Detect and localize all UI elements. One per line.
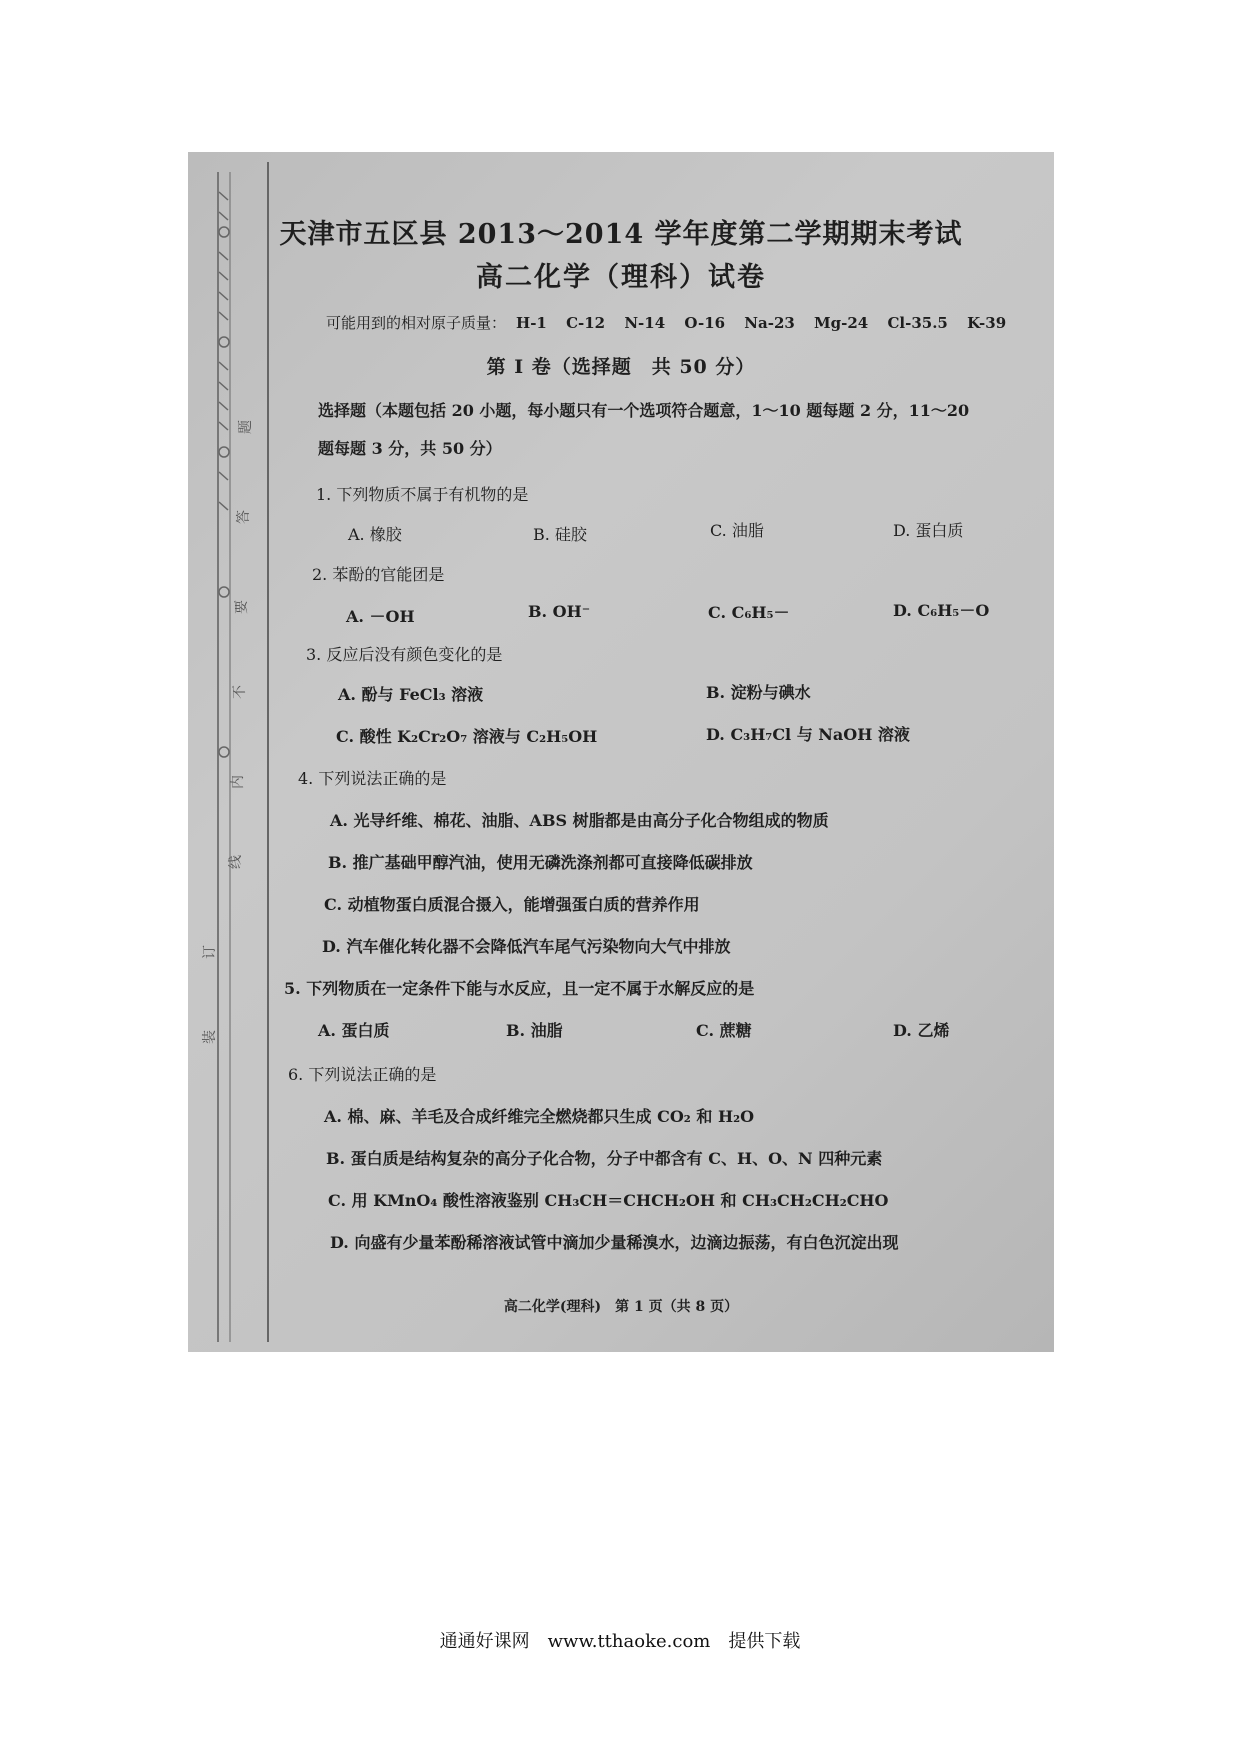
binding-char: 订: [202, 945, 218, 959]
question-stem: 3. 反应后没有颜色变化的是: [306, 645, 503, 664]
option: B. 淀粉与碘水: [706, 683, 811, 702]
option: A. 酚与 FeCl₃ 溶液: [338, 685, 484, 704]
option: A. －OH: [346, 607, 415, 626]
instructions-line-2: 题每题 3 分，共 50 分）: [318, 439, 502, 458]
site-credit-footer: 通通好课网 www.tthaoke.com 提供下载: [439, 1631, 801, 1652]
option: B. 推广基础甲醇汽油，使用无磷洗涤剂都可直接降低碳排放: [328, 853, 753, 872]
option: D. 汽车催化转化器不会降低汽车尾气污染物向大气中排放: [322, 937, 731, 956]
question-stem: 5. 下列物质在一定条件下能与水反应，且一定不属于水解反应的是: [284, 979, 755, 998]
option: A. 光导纤维、棉花、油脂、ABS 树脂都是由高分子化合物组成的物质: [330, 811, 829, 830]
binding-char: 要: [234, 600, 250, 614]
option: D. 蛋白质: [893, 521, 964, 540]
option: A. 橡胶: [348, 525, 402, 544]
binding-char: 内: [230, 775, 246, 789]
atomic-mass-label: 可能用到的相对原子质量：: [326, 314, 507, 332]
instructions-line-1: 选择题（本题包括 20 小题，每小题只有一个选项符合题意，1～10 题每题 2 分，11～20: [318, 401, 970, 420]
binding-char: 线: [228, 855, 244, 869]
binding-char: 不: [232, 685, 248, 699]
option: B. 蛋白质是结构复杂的高分子化合物，分子中都含有 C、H、O、N 四种元素: [326, 1149, 883, 1168]
option: C. 动植物蛋白质混合摄入，能增强蛋白质的营养作用: [324, 895, 700, 914]
page-number-footer: 高二化学(理科) 第 1 页（共 8 页）: [503, 1299, 739, 1315]
binding-char: 装: [202, 1030, 218, 1044]
question-stem: 6. 下列说法正确的是: [288, 1065, 437, 1084]
option: D. 乙烯: [893, 1021, 950, 1040]
exam-title: 天津市五区县 2013～2014 学年度第二学期期末考试: [279, 219, 963, 250]
option: D. C₃H₇Cl 与 NaOH 溶液: [706, 725, 910, 744]
option: B. OH⁻: [528, 602, 591, 621]
binding-char: 题: [238, 420, 254, 434]
option: A. 棉、麻、羊毛及合成纤维完全燃烧都只生成 CO₂ 和 H₂O: [324, 1107, 755, 1126]
atomic-mass-line: [326, 312, 1006, 333]
option: A. 蛋白质: [318, 1021, 390, 1040]
option: C. 油脂: [710, 521, 764, 540]
option: C. 蔗糖: [696, 1021, 752, 1040]
part-title: 第 I 卷（选择题 共 50 分）: [486, 356, 756, 378]
option: D. C₆H₅－O: [893, 601, 990, 620]
option: C. C₆H₅－: [708, 603, 790, 622]
exam-page: [188, 152, 1054, 1352]
option: D. 向盛有少量苯酚稀溶液试管中滴加少量稀溴水，边滴边振荡，有白色沉淀出现: [330, 1233, 899, 1252]
atomic-mass-values: H-1 C-12 N-14 O-16 Na-23 Mg-24 Cl-35.5 K-39: [516, 314, 1007, 332]
question-stem: 4. 下列说法正确的是: [298, 769, 447, 788]
option: C. 酸性 K₂Cr₂O₇ 溶液与 C₂H₅OH: [336, 727, 598, 746]
option: C. 用 KMnO₄ 酸性溶液鉴别 CH₃CH＝CHCH₂OH 和 CH₃CH₂CH₂CHO: [328, 1191, 889, 1210]
exam-subtitle: 高二化学（理科）试卷: [476, 262, 766, 293]
option: B. 硅胶: [533, 525, 587, 544]
question-stem: 1. 下列物质不属于有机物的是: [316, 485, 529, 504]
exam-photo: [188, 152, 1054, 1352]
option: B. 油脂: [506, 1021, 563, 1040]
binding-char: 答: [236, 510, 252, 524]
question-stem: 2. 苯酚的官能团是: [312, 565, 445, 584]
